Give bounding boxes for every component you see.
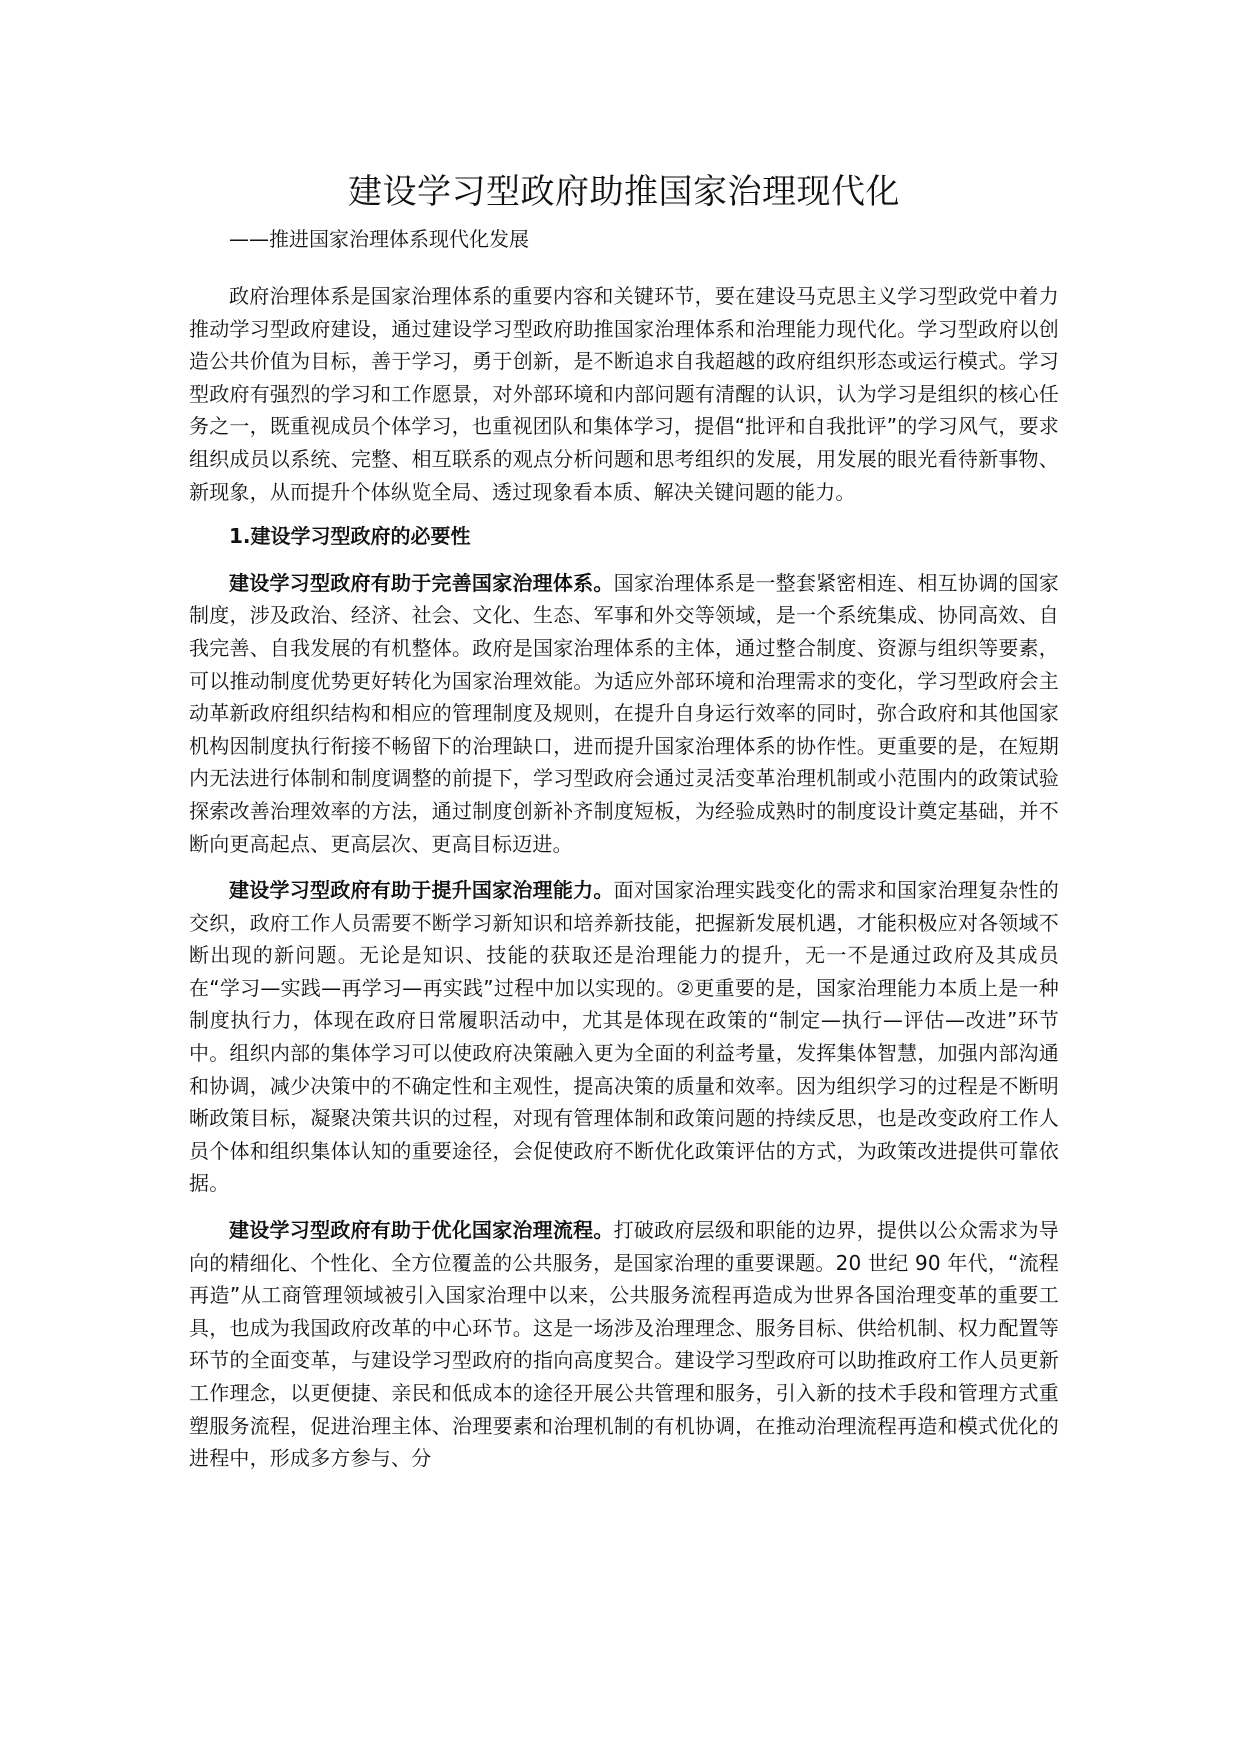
document-title: 建设学习型政府助推国家治理现代化 (348, 172, 900, 212)
section-heading: 1.建设学习型政府的必要性 (229, 524, 471, 549)
intro-paragraph: 政府治理体系是国家治理体系的重要内容和关键环节，要在建设马克思主义学习型政党中着力推动学习型政府建设，通过建设学习型政府助推国家治理体系和治理能力现代化。学习型政府以创造公共价值为目标，善于学习，勇于创新，是不断追求自我超越的政府组织形态或运行模式。学习型政府有强烈的学习和工作愿景，对外部环境和内部问题有清醒的认识，认为学习是组织的核心任务之一，既重视成员个体学习，也重视团队和集体学习，提倡“批评和自我批评”的学习风气，要求组织成员以系统、完整、相互联系的观点分析问题和思考组织的发展，用发展的眼光看待新事物、新现象，从而提升个体纵览全局、透过现象看本质、解决关键问题的能力。 (189, 284, 1059, 504)
document-subtitle: ——推进国家治理体系现代化发展 (229, 227, 529, 251)
paragraph-lead: 建设学习型政府有助于提升国家治理能力。 (229, 878, 614, 903)
paragraph-lead: 建设学习型政府有助于优化国家治理流程。 (229, 1218, 614, 1243)
paragraph-body: 面对国家治理实践变化的需求和国家治理复杂性的交织，政府工作人员需要不断学习新知识和培养新技能，把握新发展机遇，才能积极应对各领域不断出现的新问题。无论是知识、技能的获取还是治理能力的提升，无一不是通过政府及其成员在“学习—实践—再学习—再实践”过程中加以实现的。②更重要的是，国家治理能力本质上是一种制度执行力，体现在政府日常履职活动中，尤其是体现在政策的“制定—执行—评估—改进”环节中。组织内部的集体学习可以使政府决策融入更为全面的利益考量，发挥集体智慧，加强内部沟通和协调，减少决策中的不确定性和主观性，提高决策的质量和效率。因为组织学习的过程是不断明晰政策目标，凝聚决策共识的过程，对现有管理体制和政策问题的持续反思，也是改变政府工作人员个体和组织集体认知的重要途径，会促使政府不断优化政策评估的方式，为政策改进提供可靠依据。 (189, 878, 1059, 1196)
paragraph-body: 国家治理体系是一整套紧密相连、相互协调的国家制度，涉及政治、经济、社会、文化、生态、军事和外交等领域，是一个系统集成、协同高效、自我完善、自我发展的有机整体。政府是国家治理体系的主体，通过整合制度、资源与组织等要素，可以推动制度优势更好转化为国家治理效能。为适应外部环境和治理需求的变化，学习型政府会主动革新政府组织结构和相应的管理制度及规则，在提升自身运行效率的同时，弥合政府和其他国家机构因制度执行衔接不畅留下的治理缺口，进而提升国家治理体系的协作性。更重要的是，在短期内无法进行体制和制度调整的前提下，学习型政府会通过灵活变革治理机制或小范围内的政策试验探索改善治理效率的方法，通过制度创新补齐制度短板，为经验成熟时的制度设计奠定基础，并不断向更高起点、更高层次、更高目标迈进。 (189, 570, 1059, 856)
document-body (189, 170, 1059, 1475)
paragraph-lead: 建设学习型政府有助于完善国家治理体系。 (229, 570, 614, 595)
paragraph-governance-process (189, 1214, 1059, 1475)
paragraph-body: 打破政府层级和职能的边界，提供以公众需求为导向的精细化、个性化、全方位覆盖的公共服务，是国家治理的重要课题。20 世纪 90 年代，“流程再造”从工商管理领域被引入国家治理中以来，公共服务流程再造成为世界各国治理变革的重要工具，也成为我国政府改革的中心环节。这是一场涉及治理理念、服务目标、供给机制、权力配置等环节的全面变革，与建设学习型政府的指向高度契合。建设学习型政府可以助推政府工作人员更新工作理念，以更便捷、亲民和低成本的途径开展公共管理和服务，引入新的技术手段和管理方式重塑服务流程，促进治理主体、治理要素和治理机制的有机协调，在推动治理流程再造和模式优化的进程中，形成多方参与、分 (189, 1218, 1059, 1471)
paragraph-governance-capacity (189, 874, 1059, 1200)
paragraph-governance-system (189, 567, 1059, 860)
